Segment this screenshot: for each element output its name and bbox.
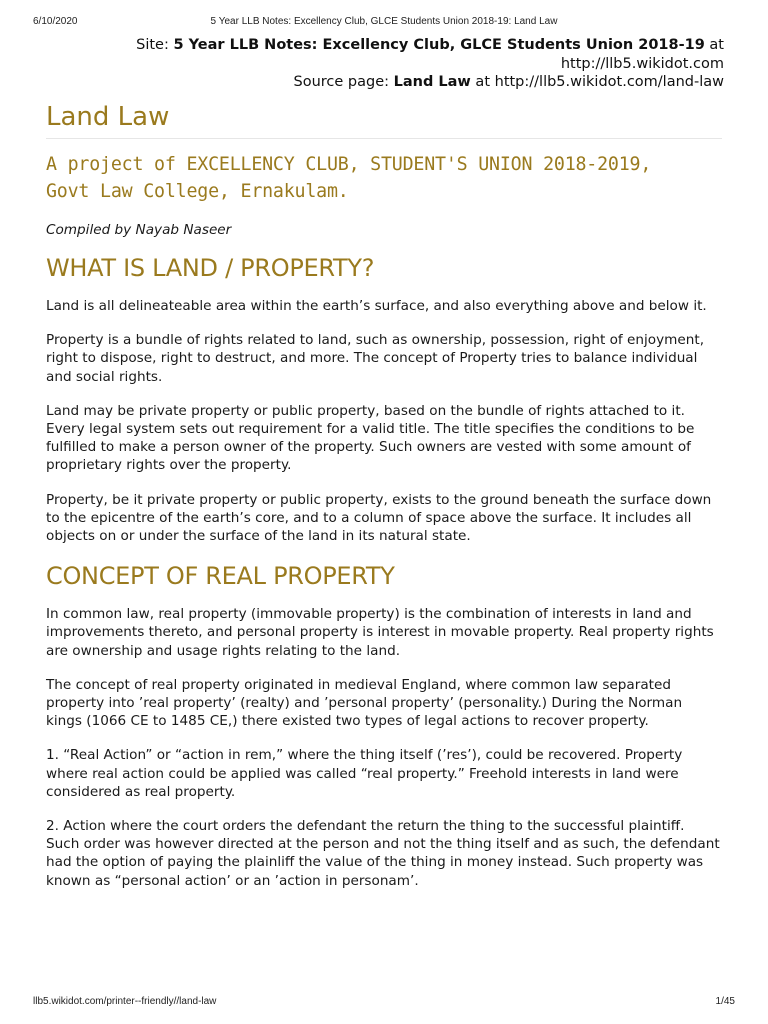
site-at: at [704, 37, 724, 53]
paragraph: The concept of real property originated in medieval England, where common law separated property into ’real property’ (realty) and ’personal property’ (personality.) During the Norman kings (1066 CE to 1485 CE,) there existed two types of legal actions to recover property. [46, 676, 683, 730]
page-title: Land Law [46, 100, 722, 139]
page-content [46, 100, 722, 890]
page-number: 1/45 [715, 996, 735, 1007]
source-line [44, 73, 724, 92]
paragraph: Property, be it private property or public property, exists to the ground beneath the surface down to the epicentre of the earth’s core, and to a column of space above the surface. It includes all objects on or under the surface of the land in its natural state. [46, 491, 712, 545]
paragraph: Land is all delineateable area within the earth’s surface, and also everything above and below it. [46, 298, 707, 314]
paragraph: 2. Action where the court orders the defendant the return the thing to the successful plaintiff. Such order was however directed at the person and not the thing itself and as such, the defendant had the option of paying the plainliff the value of the thing in money instead. Such property was known as “personal action’ or an ’action in personam’. [46, 818, 720, 889]
site-url: http://llb5.wikidot.com [560, 55, 724, 72]
site-name: 5 Year LLB Notes: Excellency Club, GLCE Students Union 2018-19 [173, 37, 705, 53]
compiled-by: Compiled by Nayab Naseer [46, 222, 232, 238]
print-page-title: 5 Year LLB Notes: Excellency Club, GLCE Students Union 2018-19: Land Law [210, 16, 558, 27]
source-url: http://llb5.wikidot.com/land-law [494, 74, 724, 90]
subtitle-line-2: Govt Law College, Ernakulam. [46, 181, 349, 202]
source-at: at [470, 74, 495, 90]
section-heading-land-property: WHAT IS LAND / PROPERTY? [46, 254, 375, 282]
section-heading-real-property: CONCEPT OF REAL PROPERTY [46, 562, 395, 591]
site-info [44, 36, 724, 92]
print-header [0, 16, 768, 30]
print-footer-url: llb5.wikidot.com/printer--friendly//land-law [33, 996, 217, 1007]
site-url-line [44, 55, 724, 74]
source-name: Land Law [393, 74, 471, 90]
print-date: 6/10/2020 [33, 16, 78, 27]
paragraph: Land may be private property or public property, based on the bundle of rights attached to it. Every legal system sets out requirement for a valid title. The title specifies the conditions to be fulfilled to make a person owner of the property. Such owners are vested with some amount of proprietary rights over the property. [46, 402, 695, 474]
paragraph: 1. “Real Action” or “action in rem,” where the thing itself (’res’), could be recovered. Property where real action could be applied was called “real property.” Freehold interests in land were considered as real property. [46, 747, 683, 800]
source-label: Source page: [293, 74, 394, 90]
subtitle-line-1: A project of EXCELLENCY CLUB, STUDENT'S UNION 2018-2019, [46, 154, 652, 175]
print-footer [0, 996, 768, 1010]
paragraph: Property is a bundle of rights related to land, such as ownership, possession, right of enjoyment, right to dispose, right to destruct, and more. The concept of Property tries to balance individual and social rights. [46, 332, 705, 385]
site-label: Site: [136, 37, 174, 53]
paragraph: In common law, real property (immovable property) is the combination of interests in land and improvements thereto, and personal property is interest in movable property. Real property rights are ownership and usage rights relating to the land. [46, 606, 714, 659]
project-subtitle [46, 151, 722, 205]
site-line [44, 36, 724, 55]
